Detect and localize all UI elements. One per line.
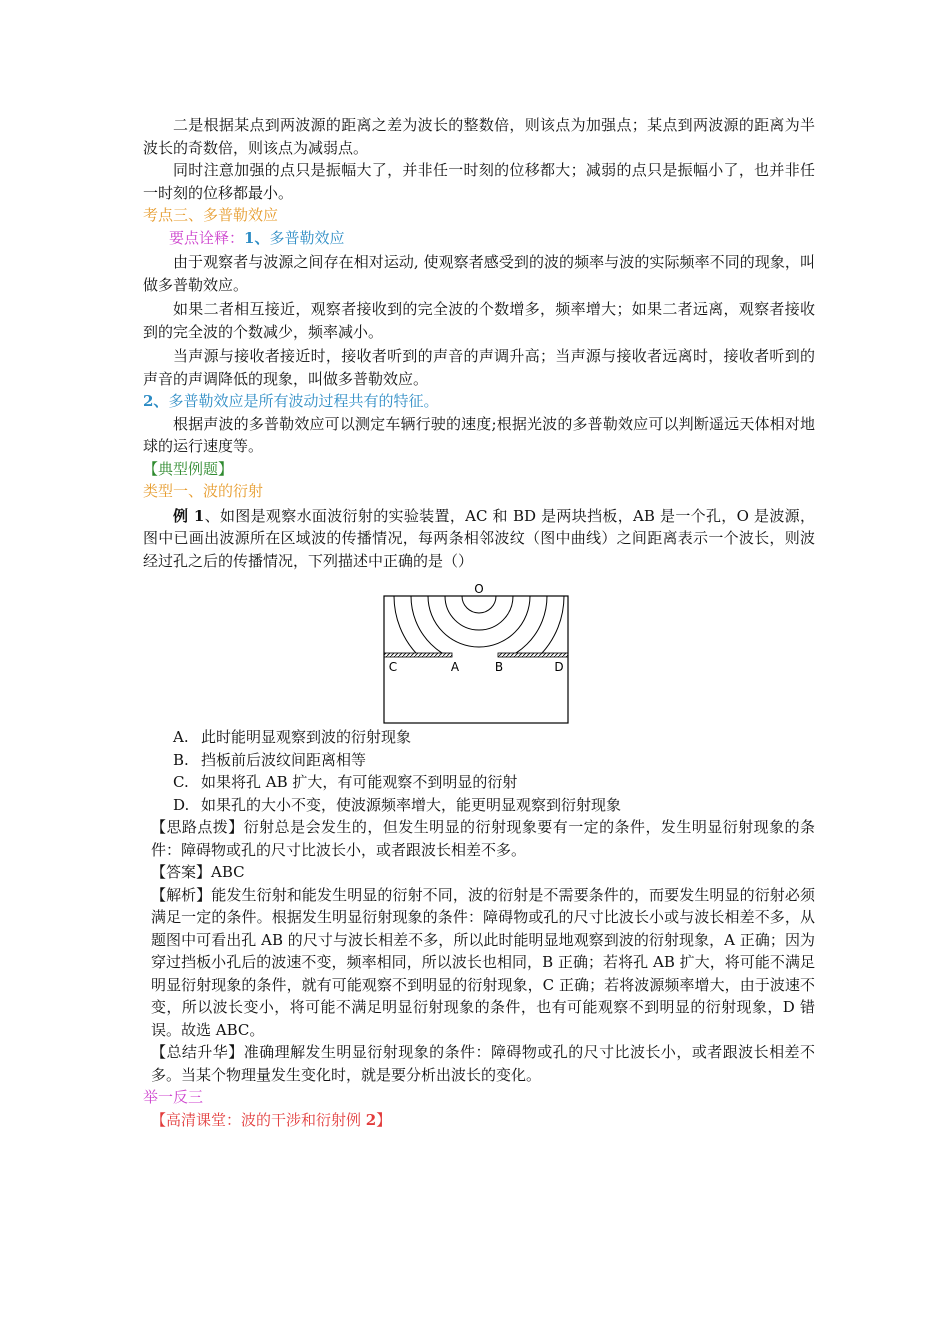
option-d: [143, 794, 815, 817]
heading-doppler-2-number: 2、: [143, 392, 169, 410]
heading-doppler-2: [143, 390, 815, 413]
heading-practice: 举一反三: [143, 1088, 204, 1106]
option-letter: A.: [173, 728, 189, 746]
barrier-bd: [498, 653, 568, 657]
option-a: [143, 726, 815, 749]
paragraph-doppler-application: 根据声波的多普勒效应可以测定车辆行驶的速度;根据光波的多普勒效应可以判断遥远天体相对地球的运行速度等。: [143, 414, 815, 455]
analysis: [143, 884, 815, 1042]
option-letter: B.: [173, 750, 189, 769]
heading-hd-classroom: [143, 1109, 815, 1132]
paragraph-interference-rule: 二是根据某点到两波源的距离之差为波长的整数倍，则该点为加强点；某点到两波源的距离为半波长的奇数倍，则该点为减弱点。: [143, 116, 815, 157]
heading-type-1: 类型一、波的衍射: [143, 482, 264, 500]
answer-text: ABC: [211, 863, 245, 881]
hd-classroom-suffix: 】: [376, 1110, 392, 1129]
heading-yaodian: [143, 227, 815, 250]
analysis-text: 能发生衍射和能发生明显的衍射不同，波的衍射是不需要条件的，而要发生明显的衍射必须满足一定的条件。根据发生明显衍射现象的条件：障碍物或孔的尺寸比波长小或与波长相差不多，从题图中可看出孔 AB 的尺寸与波长相差不多，所以此时能明显地观察到波的衍射现象，A 正确；因为穿过挡板小孔后的波速不变，频率相同，所以波长也相同，B 正确；若将孔 AB 扩大，将可能不满足明显衍射现象的条件，就有可能观察不到明显的衍射现象，C 正确；若将波源频率增大，由于波速不变，所以波长变小，将可能不满足明显衍射现象的条件，也有可能观察不到明显的衍射现象，D 错误。故选 ABC。: [151, 885, 815, 1039]
answer-label: 【答案】: [151, 863, 212, 881]
summary: [143, 1041, 815, 1086]
thinking-hint-label: 【思路点拨】: [151, 818, 244, 836]
example-1-text: 、如图是观察水面波衍射的实验装置，AC 和 BD 是两块挡板，AB 是一个孔，O 是波源，图中已画出波源所在区域波的传播情况，每两条相邻波纹（图中曲线）之间距离表示一个波长，则波经过孔之后的传播情况，下列描述中正确的是（）: [143, 506, 815, 570]
paragraph-interference-note: 同时注意加强的点只是振幅大了，并非任一时刻的位移都大；减弱的点只是振幅小了，也并非任一时刻的位移都最小。: [143, 161, 815, 202]
label-c: C: [388, 660, 398, 674]
yaodian-title: 多普勒效应: [269, 228, 345, 247]
option-text: 此时能明显观察到波的衍射现象: [201, 728, 412, 746]
option-c: [143, 771, 815, 794]
hd-classroom-prefix: 【高清课堂：波的干涉和衍射例: [151, 1110, 366, 1129]
heading-doppler-2-text: 多普勒效应是所有波动过程共有的特征。: [168, 392, 439, 410]
thinking-hint-text: 衍射总是会发生的，但发生明显的衍射现象要有一定的条件，发生明显衍射现象的条件：障碍物或孔的尺寸比波长小，或者跟波长相差不多。: [151, 818, 815, 859]
tank-outline: [384, 596, 568, 723]
document-page: [143, 114, 815, 1131]
barrier-ac: [384, 653, 452, 657]
paragraph-doppler-approach: 如果二者相互接近，观察者接收到的完全波的个数增多，频率增大；如果二者远离，观察者接收到的完全波的个数减少，频率减小。: [143, 300, 815, 341]
paragraph-doppler-definition: 由于观察者与波源之间存在相对运动, 使观察者感受到的波的频率与波的实际频率不同的现象，叫做多普勒效应。: [143, 253, 815, 294]
summary-text: 准确理解发生明显衍射现象的条件：障碍物或孔的尺寸比波长小，或者跟波长相差不多。当某个物理量发生变化时，就是要分析出波长的变化。: [151, 1043, 815, 1084]
example-1-label: 例 1: [173, 506, 205, 525]
heading-kaodian-3: 考点三、多普勒效应: [143, 206, 279, 224]
options-list: [143, 726, 815, 816]
analysis-label: 【解析】: [151, 885, 212, 904]
label-b: B: [494, 660, 504, 674]
label-a: A: [450, 660, 460, 674]
diffraction-diagram: [383, 584, 569, 724]
summary-label: 【总结升华】: [151, 1043, 244, 1061]
option-text: 如果孔的大小不变，使波源频率增大，能更明显观察到衍射现象: [201, 795, 622, 814]
paragraph-doppler-sound: 当声源与接收者接近时，接收者听到的声音的声调升高；当声源与接收者远离时，接收者听到的声音的声调降低的现象，叫做多普勒效应。: [143, 347, 815, 388]
label-o: O: [474, 584, 484, 596]
option-letter: D.: [173, 795, 190, 814]
wave-fronts: [394, 584, 564, 681]
option-text: 挡板前后波纹间距离相等: [201, 750, 367, 769]
answer: [143, 861, 815, 884]
yaodian-label: 要点诠释：: [169, 228, 245, 247]
heading-typical-examples: 【典型例题】: [143, 459, 234, 478]
option-letter: C.: [173, 773, 189, 791]
yaodian-number: 1、: [244, 228, 270, 247]
hd-classroom-number: 2: [365, 1110, 377, 1129]
thinking-hint: [143, 816, 815, 861]
diffraction-figure: [383, 584, 569, 724]
example-1-question: [143, 505, 815, 573]
option-text: 如果将孔 AB 扩大，有可能观察不到明显的衍射: [201, 773, 518, 791]
label-d: D: [554, 660, 564, 674]
option-b: [143, 749, 815, 772]
